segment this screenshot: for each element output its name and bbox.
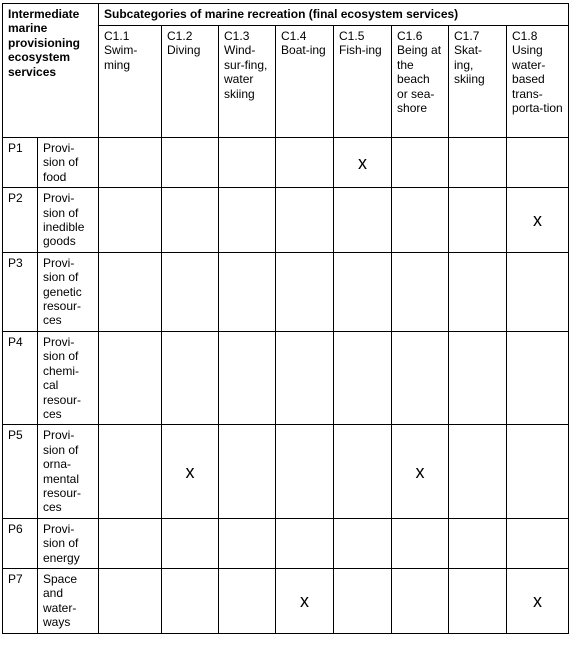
mark-cell <box>219 518 276 568</box>
mark-cell <box>99 518 162 568</box>
table-row <box>3 425 569 518</box>
mark-cell <box>507 425 569 518</box>
mark-cell: x <box>392 425 449 518</box>
mark-cell <box>334 252 392 331</box>
table-row <box>3 138 569 188</box>
mark-cell <box>99 425 162 518</box>
column-label: Wind-sur-fing, water skiing <box>224 43 268 101</box>
column-label: Diving <box>167 43 201 58</box>
row-label: Space and water-ways <box>38 568 99 633</box>
column-label: Fish-ing <box>339 43 382 58</box>
mark-cell <box>219 138 276 188</box>
column-code: C1.4 <box>281 29 307 43</box>
row-code: P1 <box>3 138 38 188</box>
column-label: Skat-ing, skiing <box>454 43 485 87</box>
column-header <box>162 26 219 138</box>
column-header <box>507 26 569 138</box>
table-row <box>3 252 569 331</box>
mark-cell <box>99 568 162 633</box>
mark-cell <box>449 331 507 424</box>
mark-cell: x <box>507 568 569 633</box>
mark-cell <box>219 568 276 633</box>
mark-cell <box>162 138 219 188</box>
row-label: Provi-sion of food <box>38 138 99 188</box>
mark-cell <box>334 568 392 633</box>
mark-cell <box>162 568 219 633</box>
mark-cell <box>276 252 334 331</box>
mark-cell <box>162 331 219 424</box>
row-code: P2 <box>3 188 38 253</box>
mark-cell <box>449 568 507 633</box>
column-code: C1.3 <box>224 29 250 43</box>
mark-cell <box>219 188 276 253</box>
row-code: P6 <box>3 518 38 568</box>
mark-cell <box>162 252 219 331</box>
row-code: P3 <box>3 252 38 331</box>
column-header <box>99 26 162 138</box>
mark-cell <box>162 518 219 568</box>
row-label: Provi-sion of orna-mental resour-ces <box>38 425 99 518</box>
row-label: Provi-sion of energy <box>38 518 99 568</box>
table-row <box>3 518 569 568</box>
mark-cell <box>219 425 276 518</box>
table-row <box>3 568 569 633</box>
mark-cell: x <box>162 425 219 518</box>
row-label: Provi-sion of genetic resour-ces <box>38 252 99 331</box>
mark-cell <box>276 138 334 188</box>
mark-cell <box>219 252 276 331</box>
mark-cell <box>276 188 334 253</box>
column-code: C1.2 <box>167 29 193 43</box>
mark-cell <box>276 518 334 568</box>
mark-cell <box>219 331 276 424</box>
mark-cell <box>99 138 162 188</box>
column-label: Being at the beach or sea-shore <box>397 43 442 116</box>
row-label: Provi-sion of chemi-cal resour-ces <box>38 331 99 424</box>
row-code: P4 <box>3 331 38 424</box>
mark-cell <box>334 188 392 253</box>
row-label: Provi-sion of inedible goods <box>38 188 99 253</box>
mark-cell <box>449 252 507 331</box>
column-header <box>219 26 276 138</box>
column-header <box>449 26 507 138</box>
column-label: Boat-ing <box>281 43 326 58</box>
mark-cell <box>99 252 162 331</box>
mark-cell <box>507 331 569 424</box>
column-code: C1.1 <box>104 29 130 43</box>
mark-cell <box>449 425 507 518</box>
mark-cell <box>334 331 392 424</box>
mark-cell: x <box>276 568 334 633</box>
mark-cell <box>392 138 449 188</box>
mark-cell: x <box>334 138 392 188</box>
corner-header: Intermediate marine provisioning ecosystem services <box>3 4 99 138</box>
table-row <box>3 188 569 253</box>
mark-cell <box>507 138 569 188</box>
mark-cell <box>449 138 507 188</box>
mark-cell <box>392 331 449 424</box>
column-label: Swim-ming <box>104 43 138 72</box>
column-header <box>334 26 392 138</box>
mark-cell <box>392 518 449 568</box>
mark-cell <box>276 331 334 424</box>
mark-cell <box>449 518 507 568</box>
column-code: C1.8 <box>512 29 538 43</box>
mark-cell <box>392 568 449 633</box>
ecosystem-services-table <box>2 3 569 634</box>
mark-cell <box>449 188 507 253</box>
mark-cell <box>507 518 569 568</box>
mark-cell <box>507 252 569 331</box>
mark-cell <box>276 425 334 518</box>
column-label: Using water-based trans-porta-tion <box>512 43 563 116</box>
column-header <box>276 26 334 138</box>
table-row <box>3 331 569 424</box>
mark-cell <box>392 252 449 331</box>
mark-cell <box>99 188 162 253</box>
mark-cell <box>334 518 392 568</box>
mark-cell: x <box>507 188 569 253</box>
column-header <box>392 26 449 138</box>
span-header: Subcategories of marine recreation (final ecosystem services) <box>99 4 569 26</box>
mark-cell <box>334 425 392 518</box>
mark-cell <box>392 188 449 253</box>
column-code: C1.5 <box>339 29 365 43</box>
row-code: P7 <box>3 568 38 633</box>
mark-cell <box>162 188 219 253</box>
column-code: C1.6 <box>397 29 423 43</box>
column-code: C1.7 <box>454 29 480 43</box>
row-code: P5 <box>3 425 38 518</box>
mark-cell <box>99 331 162 424</box>
